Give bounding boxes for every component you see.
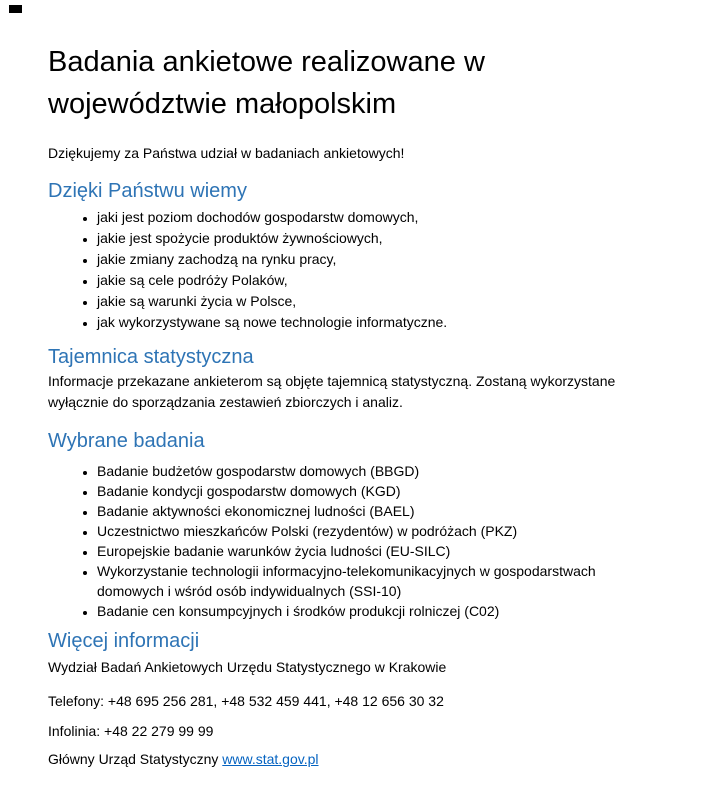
surveys-bullet-list xyxy=(48,461,666,621)
page-title: Badania ankietowe realizowane w województwie małopolskim xyxy=(48,46,485,120)
hotline-line: Infolinia: +48 22 279 99 99 xyxy=(48,723,214,739)
list-item: • jakie jest spożycie produktów żywnościowych, xyxy=(97,228,666,249)
list-item: • jaki jest poziom dochodów gospodarstw domowych, xyxy=(97,207,666,228)
section-heading-surveys: Wybrane badania xyxy=(48,430,205,452)
list-item: • Wykorzystanie technologii informacyjno-telekomunikacyjnych w gospodarstwach domowych i wśród osób indywidualnych (SSI-10) xyxy=(97,561,666,601)
document-content xyxy=(0,41,710,769)
know-bullet-list xyxy=(48,207,666,333)
list-item: • jak wykorzystywane są nowe technologie informatyczne. xyxy=(97,312,666,333)
list-item: • Badanie aktywności ekonomicznej ludności (BAEL) xyxy=(97,501,666,521)
list-item: • Uczestnictwo mieszkańców Polski (rezydentów) w podróżach (PKZ) xyxy=(97,521,666,541)
section-heading-know: Dzięki Państwu wiemy xyxy=(48,180,247,202)
list-item: • jakie są warunki życia w Polsce, xyxy=(97,291,666,312)
intro-paragraph: Dziękujemy za Państwa udział w badaniach ankietowych! xyxy=(48,145,405,161)
list-item: • Badanie kondycji gospodarstw domowych (KGD) xyxy=(97,481,666,501)
list-item: • Europejskie badanie warunków życia ludności (EU-SILC) xyxy=(97,541,666,561)
corner-mark xyxy=(9,5,22,13)
footer-line xyxy=(48,749,666,769)
list-item: • jakie są cele podróży Polaków, xyxy=(97,270,666,291)
footer-prefix-text: Główny Urząd Statystyczny xyxy=(48,751,223,767)
department-line: Wydział Badań Ankietowych Urzędu Statystycznego w Krakowie xyxy=(48,659,447,675)
secrecy-paragraph: Informacje przekazane ankieterom są objęte tajemnicą statystyczną. Zostaną wykorzystane wyłącznie do sporządzania zestawień zbiorczych i analiz. xyxy=(48,373,616,410)
list-item: • Badanie budżetów gospodarstw domowych (BBGD) xyxy=(97,461,666,481)
section-heading-more-info: Więcej informacji xyxy=(48,630,200,652)
phones-line: Telefony: +48 695 256 281, +48 532 459 441, +48 12 656 30 32 xyxy=(48,693,444,709)
section-heading-secrecy: Tajemnica statystyczna xyxy=(48,346,254,368)
list-item: • Badanie cen konsumpcyjnych i środków produkcji rolniczej (C02) xyxy=(97,601,666,621)
stat-gov-link[interactable]: www.stat.gov.pl xyxy=(222,751,319,767)
list-item: • jakie zmiany zachodzą na rynku pracy, xyxy=(97,249,666,270)
